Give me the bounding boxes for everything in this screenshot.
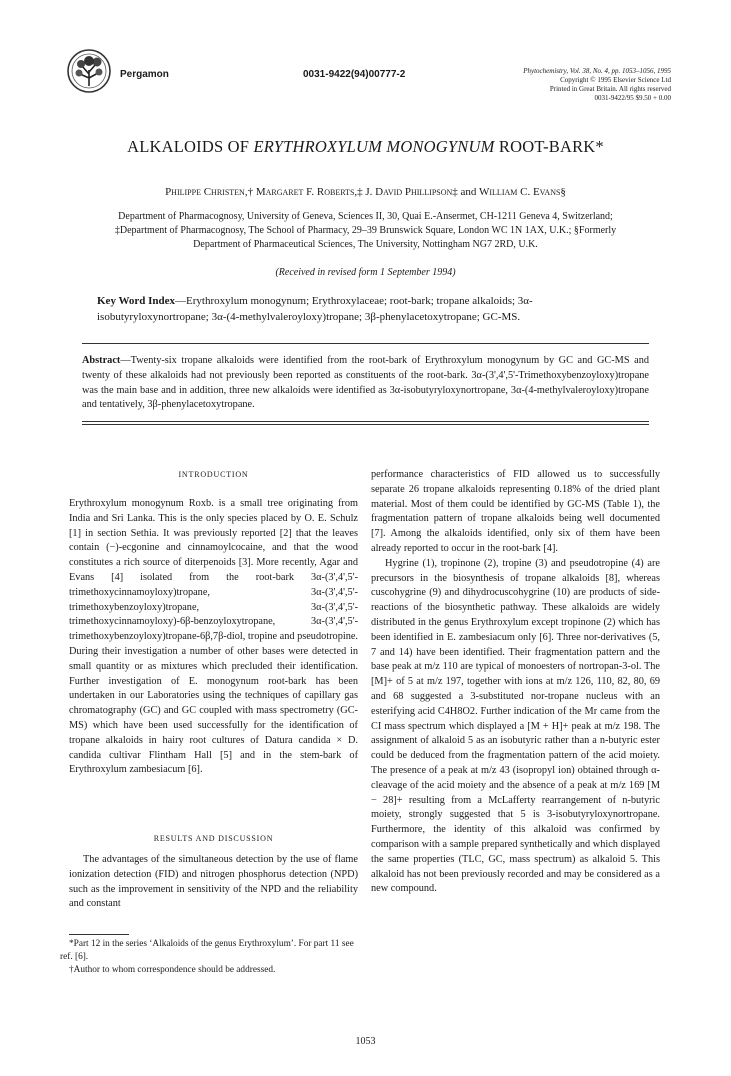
abstract-top-rule xyxy=(82,343,649,344)
footnote-1: *Part 12 in the series ‘Alkaloids of the genus Erythroxylum’. For part 11 see ref. [6]. xyxy=(60,939,354,962)
author-1: Philippe Christen,† xyxy=(165,186,254,198)
results-heading: RESULTS AND DISCUSSION xyxy=(153,834,274,843)
affiliations xyxy=(58,210,673,253)
right-column-body xyxy=(371,468,660,897)
article-code: 0031-9422(94)00777-2 xyxy=(303,69,406,80)
footnotes xyxy=(60,938,358,977)
affiliation-line-3: Department of Pharmaceutical Sciences, The University, Nottingham NG7 2RD, U.K. xyxy=(193,239,538,251)
affiliation-line-1: Department of Pharmacognosy, University of Geneva, Sciences II, 30, Quai E.-Ansermet, CH-1211 Geneva 4, Switzerland; xyxy=(118,211,613,222)
introduction-heading: INTRODUCTION xyxy=(178,470,249,479)
keyword-label: Key Word Index xyxy=(97,295,176,307)
results-body xyxy=(69,853,358,912)
keyword-text: —Erythroxylum monogynum; Erythroxylaceae; root-bark; tropane alkaloids; 3α-isobutyryloxynortropane; 3α-(4-methylvaleroyloxy)tropane; 3β-phenylacetoxytropane; GC-MS. xyxy=(97,295,533,323)
footnote-2: †Author to whom correspondence should be addressed. xyxy=(69,965,276,975)
footnote-rule xyxy=(69,934,129,935)
printed-line: Printed in Great Britain. All rights reserved xyxy=(549,85,671,93)
title-part-3: ROOT-BARK* xyxy=(494,137,604,156)
author-4: William C. Evans§ xyxy=(479,186,566,198)
title-part-1: ALKALOIDS OF xyxy=(127,137,254,156)
received-date: (Received in revised form 1 September 1994) xyxy=(275,267,456,278)
publisher-name: Pergamon xyxy=(120,69,169,80)
right-column-paragraph-1: performance characteristics of FID allowed us to successfully separate 26 tropane alkaloids representing 0.18% of the dried plant material. Most of them could be identified by GC-MS (Table 1), the fragmentation pattern of tropane alkaloids being well documented [7]. Among the alkaloids identified, only six of them have been already reported to occur in the root-bark [4]. xyxy=(371,469,660,554)
introduction-paragraph: Erythroxylum monogynum Roxb. is a small tree originating from India and Sri Lanka. This is the only species placed by O. E. Schulz [1] in section Sethia. It was previously reported [2] that the leaves contain (−)-ecgonine and cinnamoylcocaine, and that the wood constitutes a rich source of diterpenoids [3]. More recently, Agar and Evans [4] isolated from the root-bark 3α-(3',4',5'-trimethoxycinnamoyloxy)tropane, 3α-(3',4',5'-trimethoxybenzoyloxy)tropane, 3α-(3',4',5'-trimethoxycinnamoyloxy)-6β-benzoyloxytropane, 3α-(3',4',5'-trimethoxybenzoyloxy)tropane-6β,7β-diol, tropine and pseudotropine. During their investigation a number of other bases were detected in small quantity or as mixtures which precluded their identification. Further investigation of E. monogynum root-bark has been undertaken in our Laboratories using the techniques of capillary gas chromatography (GC) and GC coupled with mass spectrometry (GC-MS) which have been used successfully for the identification of tropane alkaloids in hairy root cultures of Datura candida × D. candida cultivar Flintham Hall [5] and in the stem-bark of Erythroxylum zambesiacum [6]. xyxy=(69,498,358,776)
abstract-text: —Twenty-six tropane alkaloids were identified from the root-bark of Erythroxylum monogynum by GC and GC-MS and twenty of these alkaloids had not previously been reported as constituents of the root-bark. 3α-(3',4',5'-Trimethoxybenzoyloxy)tropane was the main base and in addition, three new alkaloids were identified as 3α-isobutyryloxynortropane, 3α-(4-methylvaleroyloxy)tropane and tentatively, 3β-phenylacetoxytropane. xyxy=(82,355,649,411)
author-2: Margaret F. Roberts,‡ xyxy=(255,186,363,198)
author-3: J. David Phillipson‡ xyxy=(365,186,458,198)
author-and: and xyxy=(460,186,477,198)
keyword-index xyxy=(97,293,637,325)
abstract-bottom-rule-2 xyxy=(82,424,649,425)
affiliation-line-2: ‡Department of Pharmacognosy, The School of Pharmacy, 29–39 Brunswick Square, London WC 1N 1AX, U.K.; §Formerly xyxy=(114,225,617,237)
title-species: ERYTHROXYLUM MONOGYNUM xyxy=(253,137,495,156)
publication-info xyxy=(446,67,671,103)
author-list xyxy=(40,186,691,198)
results-paragraph-1: The advantages of the simultaneous detection by the use of flame ionization detection (FID) and nitrogen phosphorus detection (NPD) such as the improvement in sensitivity of the NPD and the reliability and constant xyxy=(69,854,358,910)
copyright-line: Copyright © 1995 Elsevier Science Ltd xyxy=(560,76,671,84)
abstract xyxy=(82,354,649,413)
introduction-body xyxy=(69,497,358,778)
price-line: 0031-9422/95 $9.50 + 0.00 xyxy=(594,94,671,102)
journal-citation: Phytochemistry, Vol. 38, No. 4, pp. 1053–1056, 1995 xyxy=(523,67,671,75)
pergamon-tree-logo-icon xyxy=(66,48,112,94)
abstract-bottom-rule-1 xyxy=(82,421,649,422)
right-column-paragraph-2: Hygrine (1), tropinone (2), tropine (3) and pseudotropine (4) are precursors in the biosynthesis of tropane alkaloids [8], whereas cuscohygrine (9) and dihydrocuscohygrine (10) are products of side-reactions of the biosynthetic pathway. These alkaloids are widely distributed in the genus Erythroxylum except tropinone (2) which has been identified in E. zambesiacum only [6]. Three nor-derivatives (5, 7 and 14) have been identified. Their fragmentation pattern and the base peak at m/z 110 are typical of monoesters of nortropan-3-ol. The [M]+ of 5 at m/z 197, together with ions at m/z 126, 110, 82, 80, 69 and 68 suggested a 3-substituted nor-tropane nucleus with an esterifying acid C4H8O2. Further indication of the Mr came from the CI mass spectrum which displayed a [M + H]+ peak at m/z 198. The assignment of alkaloid 5 as an isobutyric rather than a n-butyric ester could be deduced from the fragmentation pattern of the acid moiety. The presence of a peak at m/z 43 (isopropyl ion) obtained through α-cleavage of the acid moiety and the absence of a peak at m/z 169 [M − 28]+ resulting from a McLafferty rearrangement of n-butyric moiety, strongly suggested that 5 is 3-isobutyryloxynortropane. Furthermore, the identity of this alkaloid was confirmed by comparison with a sample prepared synthetically and which displayed the same properties (TLC, GC, mass spectrum) as alkaloid 5. This alkaloid has not been previously recorded and may be considered as a new compound. xyxy=(371,557,660,895)
page-number: 1053 xyxy=(355,1036,376,1047)
abstract-label: Abstract xyxy=(82,355,121,366)
article-title xyxy=(40,137,691,157)
